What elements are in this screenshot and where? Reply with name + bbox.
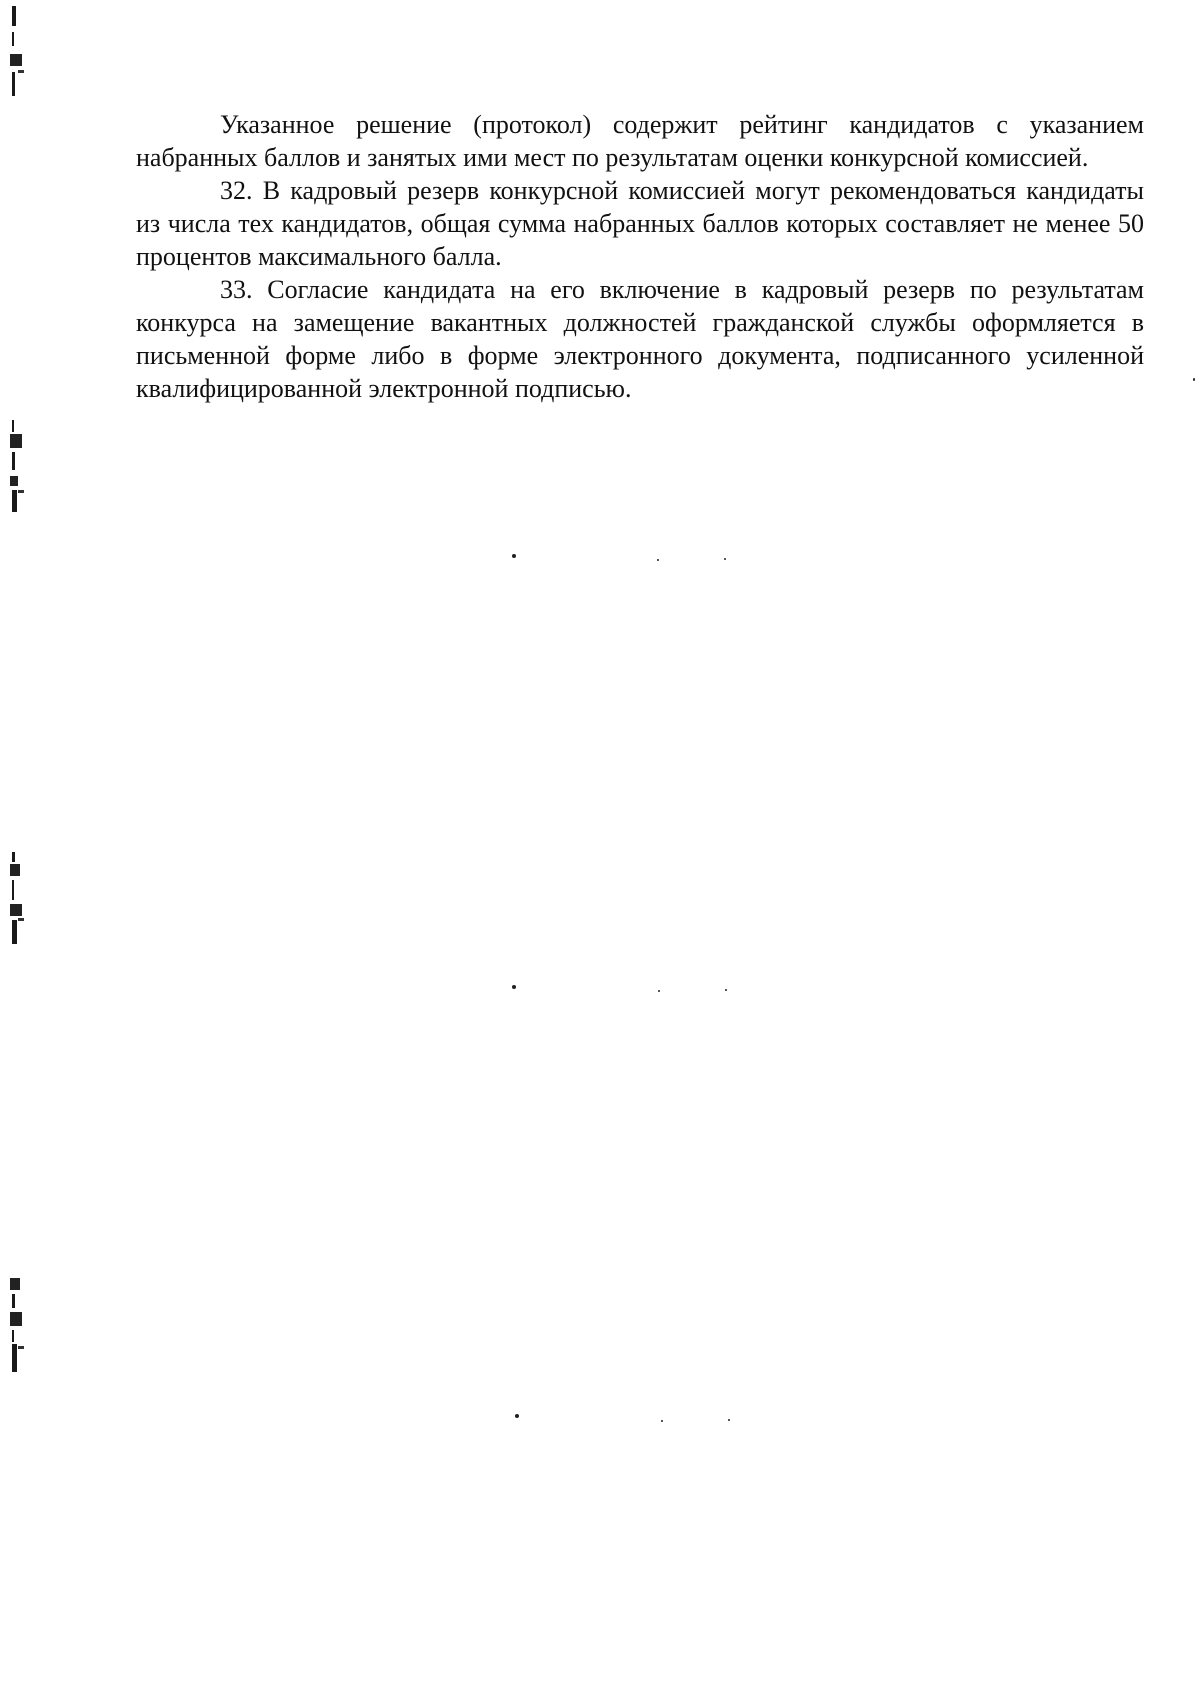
scan-speck — [661, 1420, 663, 1422]
scan-speck — [725, 989, 727, 991]
scan-speck — [512, 554, 516, 558]
document-body — [136, 108, 1144, 405]
scan-speck — [512, 985, 516, 989]
scan-speck — [658, 990, 660, 992]
scan-artifact-upper-middle — [8, 420, 24, 512]
scan-artifact-middle — [8, 852, 24, 944]
paragraph-rating-protocol: Указанное решение (протокол) содержит рейтинг кандидатов с указанием набранных баллов и занятых ими мест по результатам оценки конкурсной комиссией. — [136, 110, 1144, 172]
scan-speck — [1193, 378, 1195, 381]
scan-speck — [657, 559, 659, 561]
scan-artifact-top — [8, 6, 24, 98]
scan-speck — [724, 558, 726, 560]
paragraph-32-reserve: 32. В кадровый резерв конкурсной комиссией могут рекомендоваться кандидаты из числа тех кандидатов, общая сумма набранных баллов которых составляет не менее 50 процентов максимального балла. — [136, 176, 1144, 271]
scan-artifact-lower — [8, 1278, 24, 1372]
scan-speck — [728, 1419, 730, 1421]
scan-speck — [515, 1414, 519, 1418]
paragraph-33-consent: 33. Согласие кандидата на его включение в кадровый резерв по результатам конкурса на замещение вакантных должностей гражданской службы оформляется в письменной форме либо в форме электронного документа, подписанного усиленной квалифицированной электронной подписью. — [136, 275, 1144, 403]
